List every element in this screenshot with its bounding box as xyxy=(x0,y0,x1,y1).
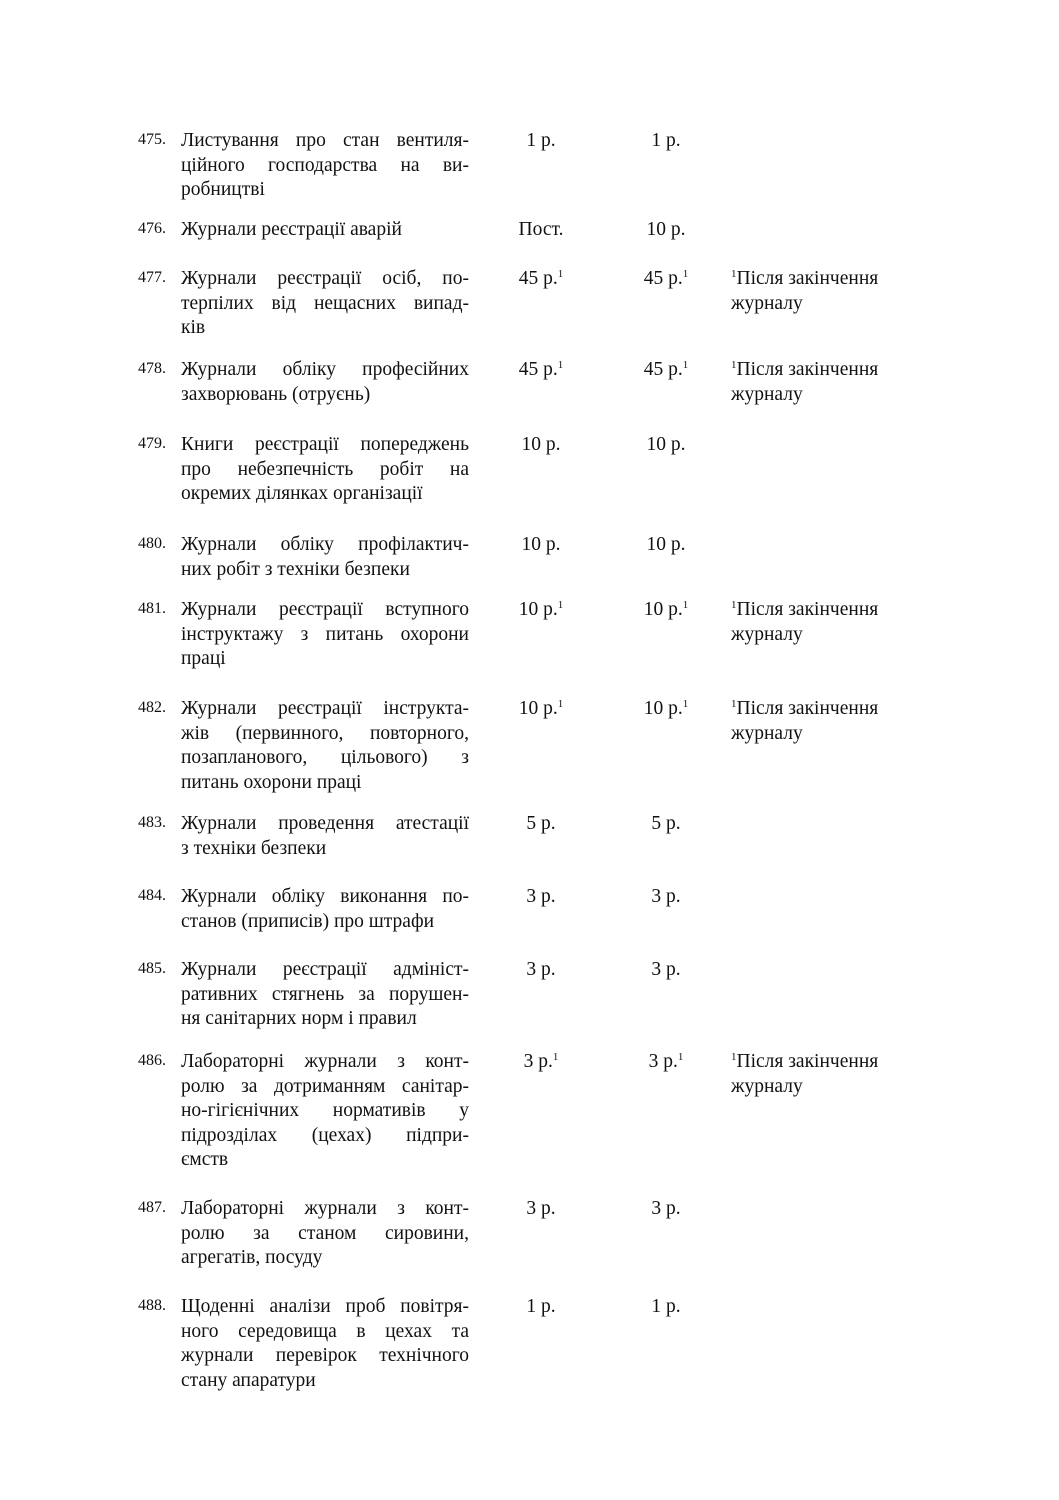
retention-term-2-value: 10 р. xyxy=(643,599,683,620)
item-note xyxy=(731,697,931,746)
description-line: ня санітарних норм і правил xyxy=(181,1008,417,1029)
description-line: праці xyxy=(181,648,226,669)
retention-term-1-value: 1 р. xyxy=(526,130,556,151)
item-number: 488. xyxy=(138,1297,166,1314)
footnote-marker: 1 xyxy=(731,698,737,710)
footnote-marker: 1 xyxy=(731,359,737,371)
footnote-marker: 1 xyxy=(682,599,689,611)
retention-term-2 xyxy=(621,1197,711,1222)
retention-term-1-value: 45 р. xyxy=(518,359,558,380)
note-line: Після закінчення xyxy=(736,698,879,719)
description-line: Лабораторні журнали з конт- xyxy=(181,1051,469,1072)
retention-term-1-value: Пост. xyxy=(518,219,564,240)
retention-term-1 xyxy=(496,218,586,243)
retention-term-2 xyxy=(621,598,711,623)
item-description xyxy=(181,1295,469,1393)
footnote-marker: 1 xyxy=(731,1051,737,1063)
retention-term-2 xyxy=(621,958,711,983)
footnote-marker: 1 xyxy=(677,1051,684,1063)
retention-term-2-value: 10 р. xyxy=(643,698,683,719)
item-note xyxy=(731,1050,931,1099)
item-number: 484. xyxy=(138,887,166,904)
footnote-marker: 1 xyxy=(557,359,564,371)
retention-term-2 xyxy=(621,218,711,243)
description-line: Журнали обліку профілактич- xyxy=(181,534,469,555)
item-description xyxy=(181,697,469,795)
item-description xyxy=(181,958,469,1032)
note-line: журналу xyxy=(731,623,803,645)
retention-term-2-value: 1 р. xyxy=(651,130,681,151)
description-line: ного середовища в цехах та xyxy=(181,1320,469,1342)
retention-term-2-value: 10 р. xyxy=(646,534,686,555)
item-number: 487. xyxy=(138,1199,166,1216)
retention-term-2-value: 45 р. xyxy=(643,268,683,289)
retention-term-2 xyxy=(621,1295,711,1320)
retention-term-2-value: 3 р. xyxy=(648,1051,678,1072)
retention-term-1-value: 3 р. xyxy=(526,1198,556,1219)
item-number: 482. xyxy=(138,699,166,716)
description-line: Журнали реєстрації вступного xyxy=(181,599,469,620)
item-number: 481. xyxy=(138,600,166,617)
item-description xyxy=(181,358,469,407)
retention-term-2 xyxy=(621,267,711,292)
retention-term-1 xyxy=(496,885,586,910)
retention-term-2 xyxy=(621,1050,711,1075)
item-note xyxy=(731,267,931,316)
retention-term-1 xyxy=(496,1050,586,1075)
description-line: окремих ділянках організації xyxy=(181,483,423,504)
note-line: Після закінчення xyxy=(736,268,879,289)
description-line: ративних стягнень за порушен- xyxy=(181,983,469,1005)
retention-term-2 xyxy=(621,697,711,722)
description-line: станов (приписів) про штрафи xyxy=(181,910,435,932)
footnote-marker: 1 xyxy=(557,698,564,710)
note-line: журналу xyxy=(731,383,803,405)
retention-term-2-value: 5 р. xyxy=(651,813,681,834)
item-number: 475. xyxy=(138,131,166,148)
description-line: них робіт з техніки безпеки xyxy=(181,558,410,580)
description-line: но-гігієнічних нормативів у xyxy=(181,1100,469,1121)
footnote-marker: 1 xyxy=(682,268,689,280)
description-line: робництві xyxy=(181,179,265,200)
note-line: Після закінчення xyxy=(736,599,879,620)
retention-term-2-value: 3 р. xyxy=(651,959,681,980)
retention-term-1 xyxy=(496,267,586,292)
description-line: Журнали реєстрації аварій xyxy=(181,219,402,240)
item-description xyxy=(181,1050,469,1173)
retention-term-1-value: 10 р. xyxy=(518,599,558,620)
item-number: 478. xyxy=(138,360,166,377)
description-line: ємств xyxy=(181,1149,229,1170)
item-number: 483. xyxy=(138,814,166,831)
note-line: журналу xyxy=(731,1075,803,1097)
item-number: 480. xyxy=(138,535,166,552)
retention-term-2-value: 3 р. xyxy=(651,1198,681,1219)
retention-term-1-value: 3 р. xyxy=(526,886,556,907)
description-line: Журнали реєстрації інструкта- xyxy=(181,698,469,719)
item-description xyxy=(181,598,469,672)
note-line: Після закінчення xyxy=(736,1051,879,1072)
description-line: ролю за дотриманням санітар- xyxy=(181,1075,469,1097)
retention-term-2-value: 3 р. xyxy=(651,886,681,907)
retention-term-2-value: 45 р. xyxy=(643,359,683,380)
item-description xyxy=(181,267,469,341)
retention-term-2-value: 10 р. xyxy=(646,219,686,240)
retention-term-2-value: 10 р. xyxy=(646,434,686,455)
item-number: 477. xyxy=(138,269,166,286)
retention-term-1 xyxy=(496,358,586,383)
item-note xyxy=(731,598,931,647)
footnote-marker: 1 xyxy=(731,599,737,611)
retention-term-1 xyxy=(496,533,586,558)
description-line: ролю за станом сировини, xyxy=(181,1222,469,1244)
retention-term-1 xyxy=(496,129,586,154)
description-line: захворювань (отруєнь) xyxy=(181,383,371,405)
description-line: підрозділах (цехах) підпри- xyxy=(181,1124,469,1146)
description-line: ків xyxy=(181,317,206,338)
note-line: журналу xyxy=(731,722,803,744)
description-line: Журнали обліку професійних xyxy=(181,359,469,380)
footnote-marker: 1 xyxy=(731,268,737,280)
description-line: ційного господарства на ви- xyxy=(181,154,469,176)
description-line: Щоденні аналізи проб повітря- xyxy=(181,1296,469,1317)
retention-term-1 xyxy=(496,598,586,623)
description-line: про небезпечність робіт на xyxy=(181,458,469,480)
description-line: Журнали обліку виконання по- xyxy=(181,886,469,907)
item-number: 479. xyxy=(138,435,166,452)
description-line: Листування про стан вентиля- xyxy=(181,130,469,151)
description-line: Журнали проведення атестації xyxy=(181,813,469,834)
retention-term-1 xyxy=(496,958,586,983)
retention-term-2 xyxy=(621,812,711,837)
item-description xyxy=(181,533,469,582)
description-line: Лабораторні журнали з конт- xyxy=(181,1198,469,1219)
footnote-marker: 1 xyxy=(682,359,689,371)
retention-term-1-value: 5 р. xyxy=(526,813,556,834)
retention-term-1-value: 10 р. xyxy=(518,698,558,719)
retention-term-1-value: 3 р. xyxy=(526,959,556,980)
retention-term-1-value: 10 р. xyxy=(521,534,561,555)
retention-term-1 xyxy=(496,812,586,837)
retention-term-1-value: 3 р. xyxy=(523,1051,553,1072)
description-line: з техніки безпеки xyxy=(181,837,327,859)
description-line: жів (первинного, повторного, xyxy=(181,722,469,744)
retention-term-2-value: 1 р. xyxy=(651,1296,681,1317)
retention-term-1-value: 10 р. xyxy=(521,434,561,455)
item-number: 486. xyxy=(138,1052,166,1069)
description-line: позапланового, цільового) з xyxy=(181,747,469,768)
footnote-marker: 1 xyxy=(557,599,564,611)
item-description xyxy=(181,1197,469,1271)
note-line: журналу xyxy=(731,292,803,314)
item-number: 476. xyxy=(138,220,166,237)
description-line: інструктажу з питань охорони xyxy=(181,623,469,645)
description-line: журнали перевірок технічного xyxy=(181,1345,469,1366)
retention-term-1 xyxy=(496,433,586,458)
description-line: терпілих від нещасних випад- xyxy=(181,292,469,314)
item-description xyxy=(181,129,469,203)
footnote-marker: 1 xyxy=(557,268,564,280)
retention-term-1 xyxy=(496,1197,586,1222)
retention-term-2 xyxy=(621,533,711,558)
footnote-marker: 1 xyxy=(682,698,689,710)
description-line: Книги реєстрації попереджень xyxy=(181,434,469,455)
description-line: агрегатів, посуду xyxy=(181,1247,323,1268)
item-number: 485. xyxy=(138,960,166,977)
item-description xyxy=(181,812,469,861)
retention-term-2 xyxy=(621,433,711,458)
note-line: Після закінчення xyxy=(736,359,879,380)
description-line: Журнали реєстрації адмініст- xyxy=(181,959,469,980)
retention-term-1-value: 1 р. xyxy=(526,1296,556,1317)
retention-term-2 xyxy=(621,129,711,154)
retention-term-1 xyxy=(496,697,586,722)
description-line: Журнали реєстрації осіб, по- xyxy=(181,268,469,289)
retention-term-2 xyxy=(621,358,711,383)
description-line: питань охорони праці xyxy=(181,771,362,793)
retention-term-1 xyxy=(496,1295,586,1320)
item-description xyxy=(181,433,469,507)
footnote-marker: 1 xyxy=(552,1051,559,1063)
item-note xyxy=(731,358,931,407)
retention-term-1-value: 45 р. xyxy=(518,268,558,289)
retention-term-2 xyxy=(621,885,711,910)
description-line: стану апаратури xyxy=(181,1369,316,1391)
item-description xyxy=(181,885,469,934)
item-description xyxy=(181,218,469,243)
